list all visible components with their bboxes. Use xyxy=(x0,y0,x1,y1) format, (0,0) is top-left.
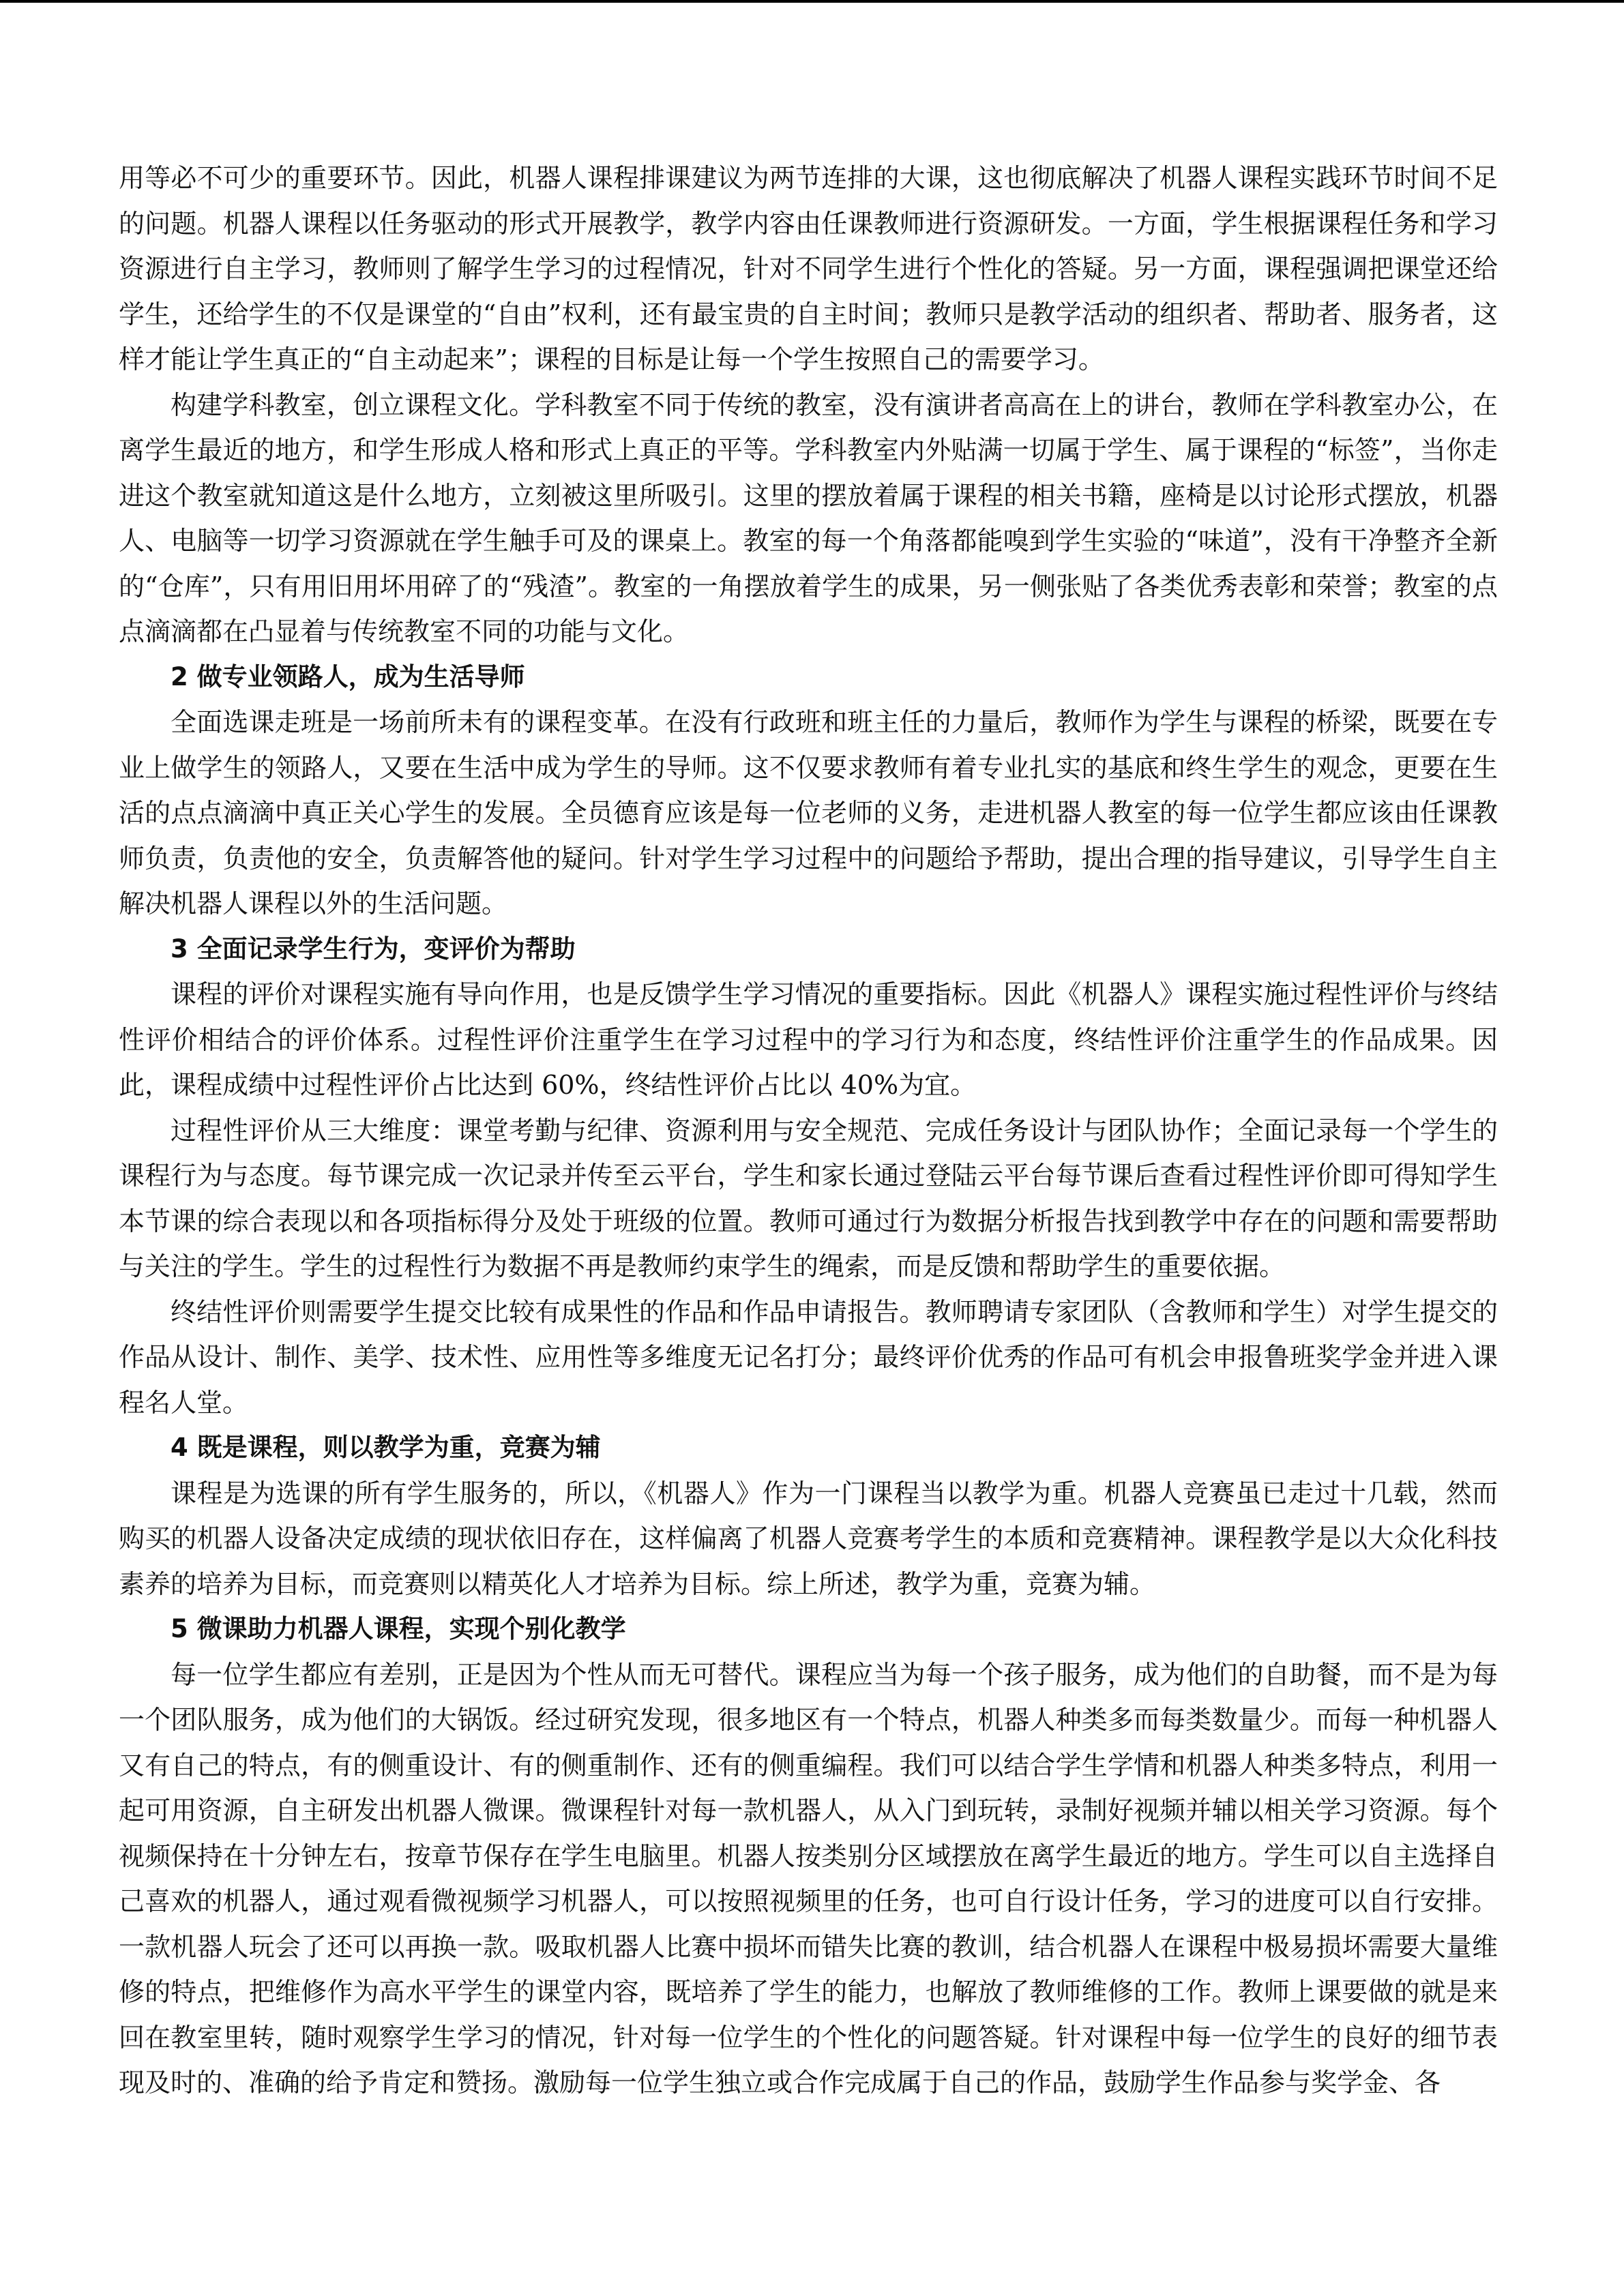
paragraph-3: 全面选课走班是一场前所未有的课程变革。在没有行政班和班主任的力量后，教师作为学生与课程的桥梁，既要在专业上做学生的领路人，又要在生活中成为学生的导师。这不仅要求教师有着专业扎实的基底和终生学生的观念，更要在生活的点点滴滴中真正关心学生的发展。全员德育应该是每一位老师的义务，走进机器人教室的每一位学生都应该由任课教师负责，负责他的安全，负责解答他的疑问。针对学生学习过程中的问题给予帮助，提出合理的指导建议，引导学生自主解决机器人课程以外的生活问题。 xyxy=(119,707,1498,919)
paragraph-2: 构建学科教室，创立课程文化。学科教室不同于传统的教室，没有演讲者高高在上的讲台，教师在学科教室办公，在离学生最近的地方，和学生形成人格和形式上真正的平等。学科教室内外贴满一切属于学生、属于课程的“标签”，当你走进这个教室就知道这是什么地方，立刻被这里所吸引。这里的摆放着属于课程的相关书籍，座椅是以讨论形式摆放，机器人、电脑等一切学习资源就在学生触手可及的课桌上。教室的每一个角落都能嗅到学生实验的“味道”，没有干净整齐全新的“仓库”，只有用旧用坏用碎了的“残渣”。教室的一角摆放着学生的成果，另一侧张贴了各类优秀表彰和荣誉；教室的点点滴滴都在凸显着与传统教室不同的功能与文化。 xyxy=(119,389,1498,646)
paragraph-8: 每一位学生都应有差别，正是因为个性从而无可替代。课程应当为每一个孩子服务，成为他们的自助餐，而不是为每一个团队服务，成为他们的大锅饭。经过研究发现，很多地区有一个特点，机器人种类多而每类数量少。而每一种机器人又有自己的特点，有的侧重设计、有的侧重制作、还有的侧重编程。我们可以结合学生学情和机器人种类多特点，利用一起可用资源，自主研发出机器人微课。微课程针对每一款机器人，从入门到玩转，录制好视频并辅以相关学习资源。每个视频保持在十分钟左右，按章节保存在学生电脑里。机器人按类别分区域摆放在离学生最近的地方。学生可以自主选择自己喜欢的机器人，通过观看微视频学习机器人，可以按照视频里的任务，也可自行设计任务，学习的进度可以自行安排。一款机器人玩会了还可以再换一款。吸取机器人比赛中损坏而错失比赛的教训，结合机器人在课程中极易损坏需要大量维修的特点，把维修作为高水平学生的课堂内容，既培养了学生的能力，也解放了教师维修的工作。教师上课要做的就是来回在教室里转，随时观察学生学习的情况，针对每一位学生的个性化的问题答疑。针对课程中每一位学生的良好的细节表现及时的、准确的给予肯定和赞扬。激励每一位学生独立或合作完成属于自己的作品，鼓励学生作品参与奖学金、各 xyxy=(119,1659,1498,2098)
section-heading-3: 3 全面记录学生行为，变评价为帮助 xyxy=(171,934,576,964)
top-border xyxy=(0,0,1624,3)
paragraph-1: 用等必不可少的重要环节。因此，机器人课程排课建议为两节连排的大课，这也彻底解决了机器人课程实践环节时间不足的问题。机器人课程以任务驱动的形式开展教学，教学内容由任课教师进行资源研发。一方面，学生根据课程任务和学习资源进行自主学习，教师则了解学生学习的过程情况，针对不同学生进行个性化的答疑。另一方面，课程强调把课堂还给学生，还给学生的不仅是课堂的“自由”权利，还有最宝贵的自主时间；教师只是教学活动的组织者、帮助者、服务者，这样才能让学生真正的“自主动起来”；课程的目标是让每一个学生按照自己的需要学习。 xyxy=(119,163,1498,374)
document-body xyxy=(119,155,1498,2106)
section-heading-4: 4 既是课程，则以教学为重，竞赛为辅 xyxy=(171,1433,601,1462)
paragraph-7: 课程是为选课的所有学生服务的，所以，《机器人》作为一门课程当以教学为重。机器人竞赛虽已走过十几载，然而购买的机器人设备决定成绩的现状依旧存在，这样偏离了机器人竞赛考学生的本质和竞赛精神。课程教学是以大众化科技素养的培养为目标，而竞赛则以精英化人才培养为目标。综上所述，教学为重，竞赛为辅。 xyxy=(119,1478,1498,1599)
section-heading-2: 2 做专业领路人，成为生活导师 xyxy=(171,661,525,691)
paragraph-4: 课程的评价对课程实施有导向作用，也是反馈学生学习情况的重要指标。因此《机器人》课程实施过程性评价与终结性评价相结合的评价体系。过程性评价注重学生在学习过程中的学习行为和态度，终结性评价注重学生的作品成果。因此，课程成绩中过程性评价占比达到 60%，终结性评价占比以 40%为宜。 xyxy=(119,979,1498,1100)
paragraph-6: 终结性评价则需要学生提交比较有成果性的作品和作品申请报告。教师聘请专家团队（含教师和学生）对学生提交的作品从设计、制作、美学、技术性、应用性等多维度无记名打分；最终评价优秀的作品可有机会申报鲁班奖学金并进入课程名人堂。 xyxy=(119,1296,1498,1418)
section-heading-5: 5 微课助力机器人课程，实现个别化教学 xyxy=(171,1614,626,1643)
paragraph-5: 过程性评价从三大维度：课堂考勤与纪律、资源利用与安全规范、完成任务设计与团队协作；全面记录每一个学生的课程行为与态度。每节课完成一次记录并传至云平台，学生和家长通过登陆云平台每节课后查看过程性评价即可得知学生本节课的综合表现以和各项指标得分及处于班级的位置。教师可通过行为数据分析报告找到教学中存在的问题和需要帮助与关注的学生。学生的过程性行为数据不再是教师约束学生的绳索，而是反馈和帮助学生的重要依据。 xyxy=(119,1115,1498,1281)
